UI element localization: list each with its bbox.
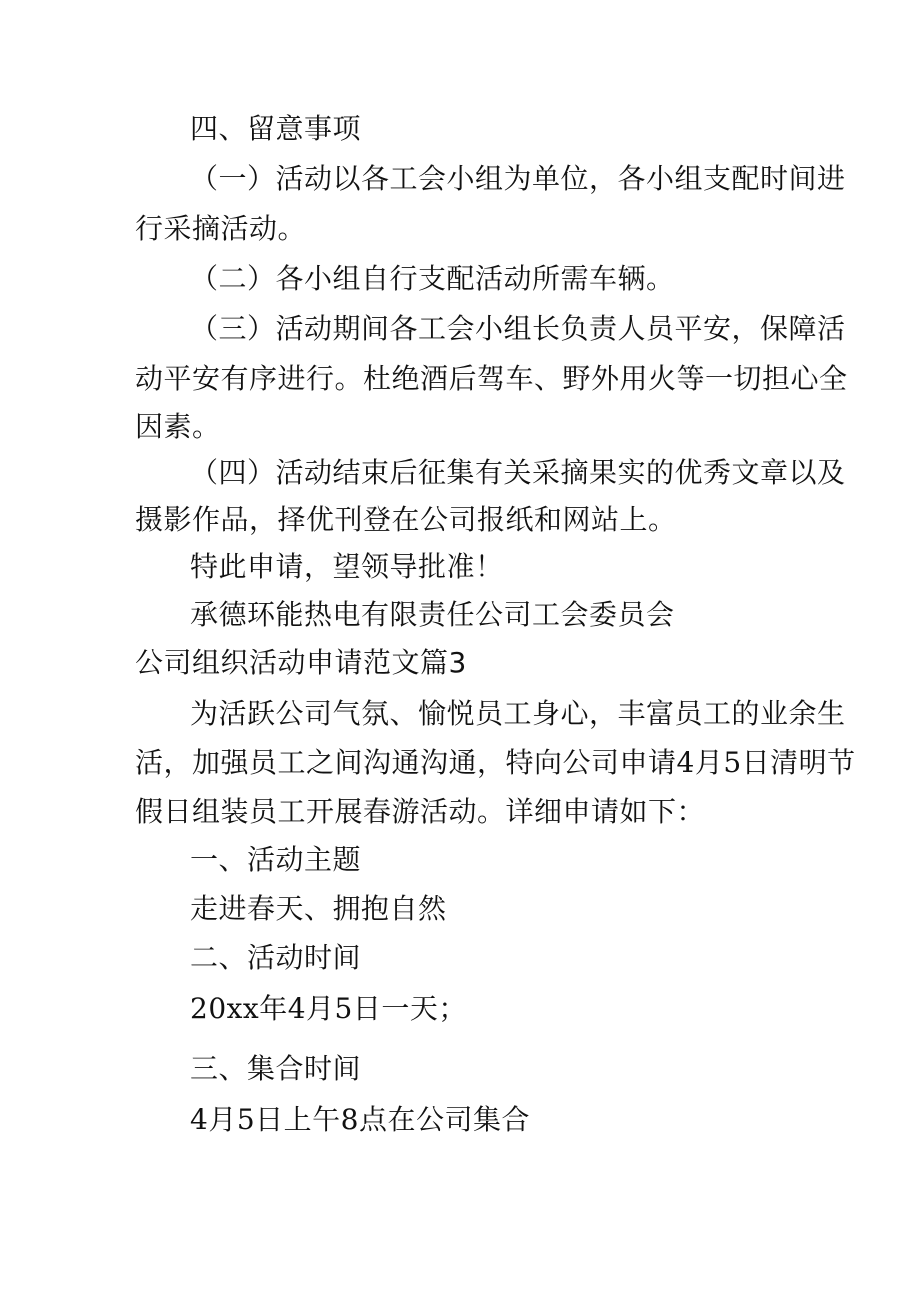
paragraph-line: （二）各小组自行支配活动所需车辆。: [190, 262, 675, 295]
theme-text: 走进春天、拥抱自然: [190, 892, 447, 925]
section-heading-notes: 四、留意事项: [190, 112, 362, 145]
paragraph-line: （一）活动以各工会小组为单位，各小组支配时间进: [190, 162, 846, 195]
paragraph-line: 行采摘活动。: [135, 212, 307, 245]
paragraph-line: 活，加强员工之间沟通沟通，特向公司申请4月5日清明节: [135, 746, 856, 779]
section-heading-theme: 一、活动主题: [190, 843, 362, 876]
paragraph-line: （三）活动期间各工会小组长负责人员平安，保障活: [190, 312, 846, 345]
time-text: 20xx年4月5日一天；: [190, 992, 467, 1025]
paragraph-line: 摄影作品，择优刊登在公司报纸和网站上。: [135, 503, 677, 536]
paragraph-line: 动平安有序进行。杜绝酒后驾车、野外用火等一切担心全: [135, 362, 848, 395]
paragraph-line: 假日组装员工开展春游活动。详细申请如下：: [135, 795, 706, 828]
section-heading-time: 二、活动时间: [190, 941, 362, 974]
closing-request: 特此申请，望领导批准！: [190, 550, 504, 583]
paragraph-line: （四）活动结束后征集有关采摘果实的优秀文章以及: [190, 456, 846, 489]
signature-organization: 承德环能热电有限责任公司工会委员会: [190, 598, 675, 631]
section-heading-assembly: 三、集合时间: [190, 1052, 362, 1085]
paragraph-line: 因素。: [135, 410, 221, 443]
article-title: 公司组织活动申请范文篇3: [135, 646, 467, 679]
paragraph-line: 为活跃公司气氛、愉悦员工身心，丰富员工的业余生: [190, 697, 846, 730]
assembly-text: 4月5日上午8点在公司集合: [190, 1103, 530, 1136]
